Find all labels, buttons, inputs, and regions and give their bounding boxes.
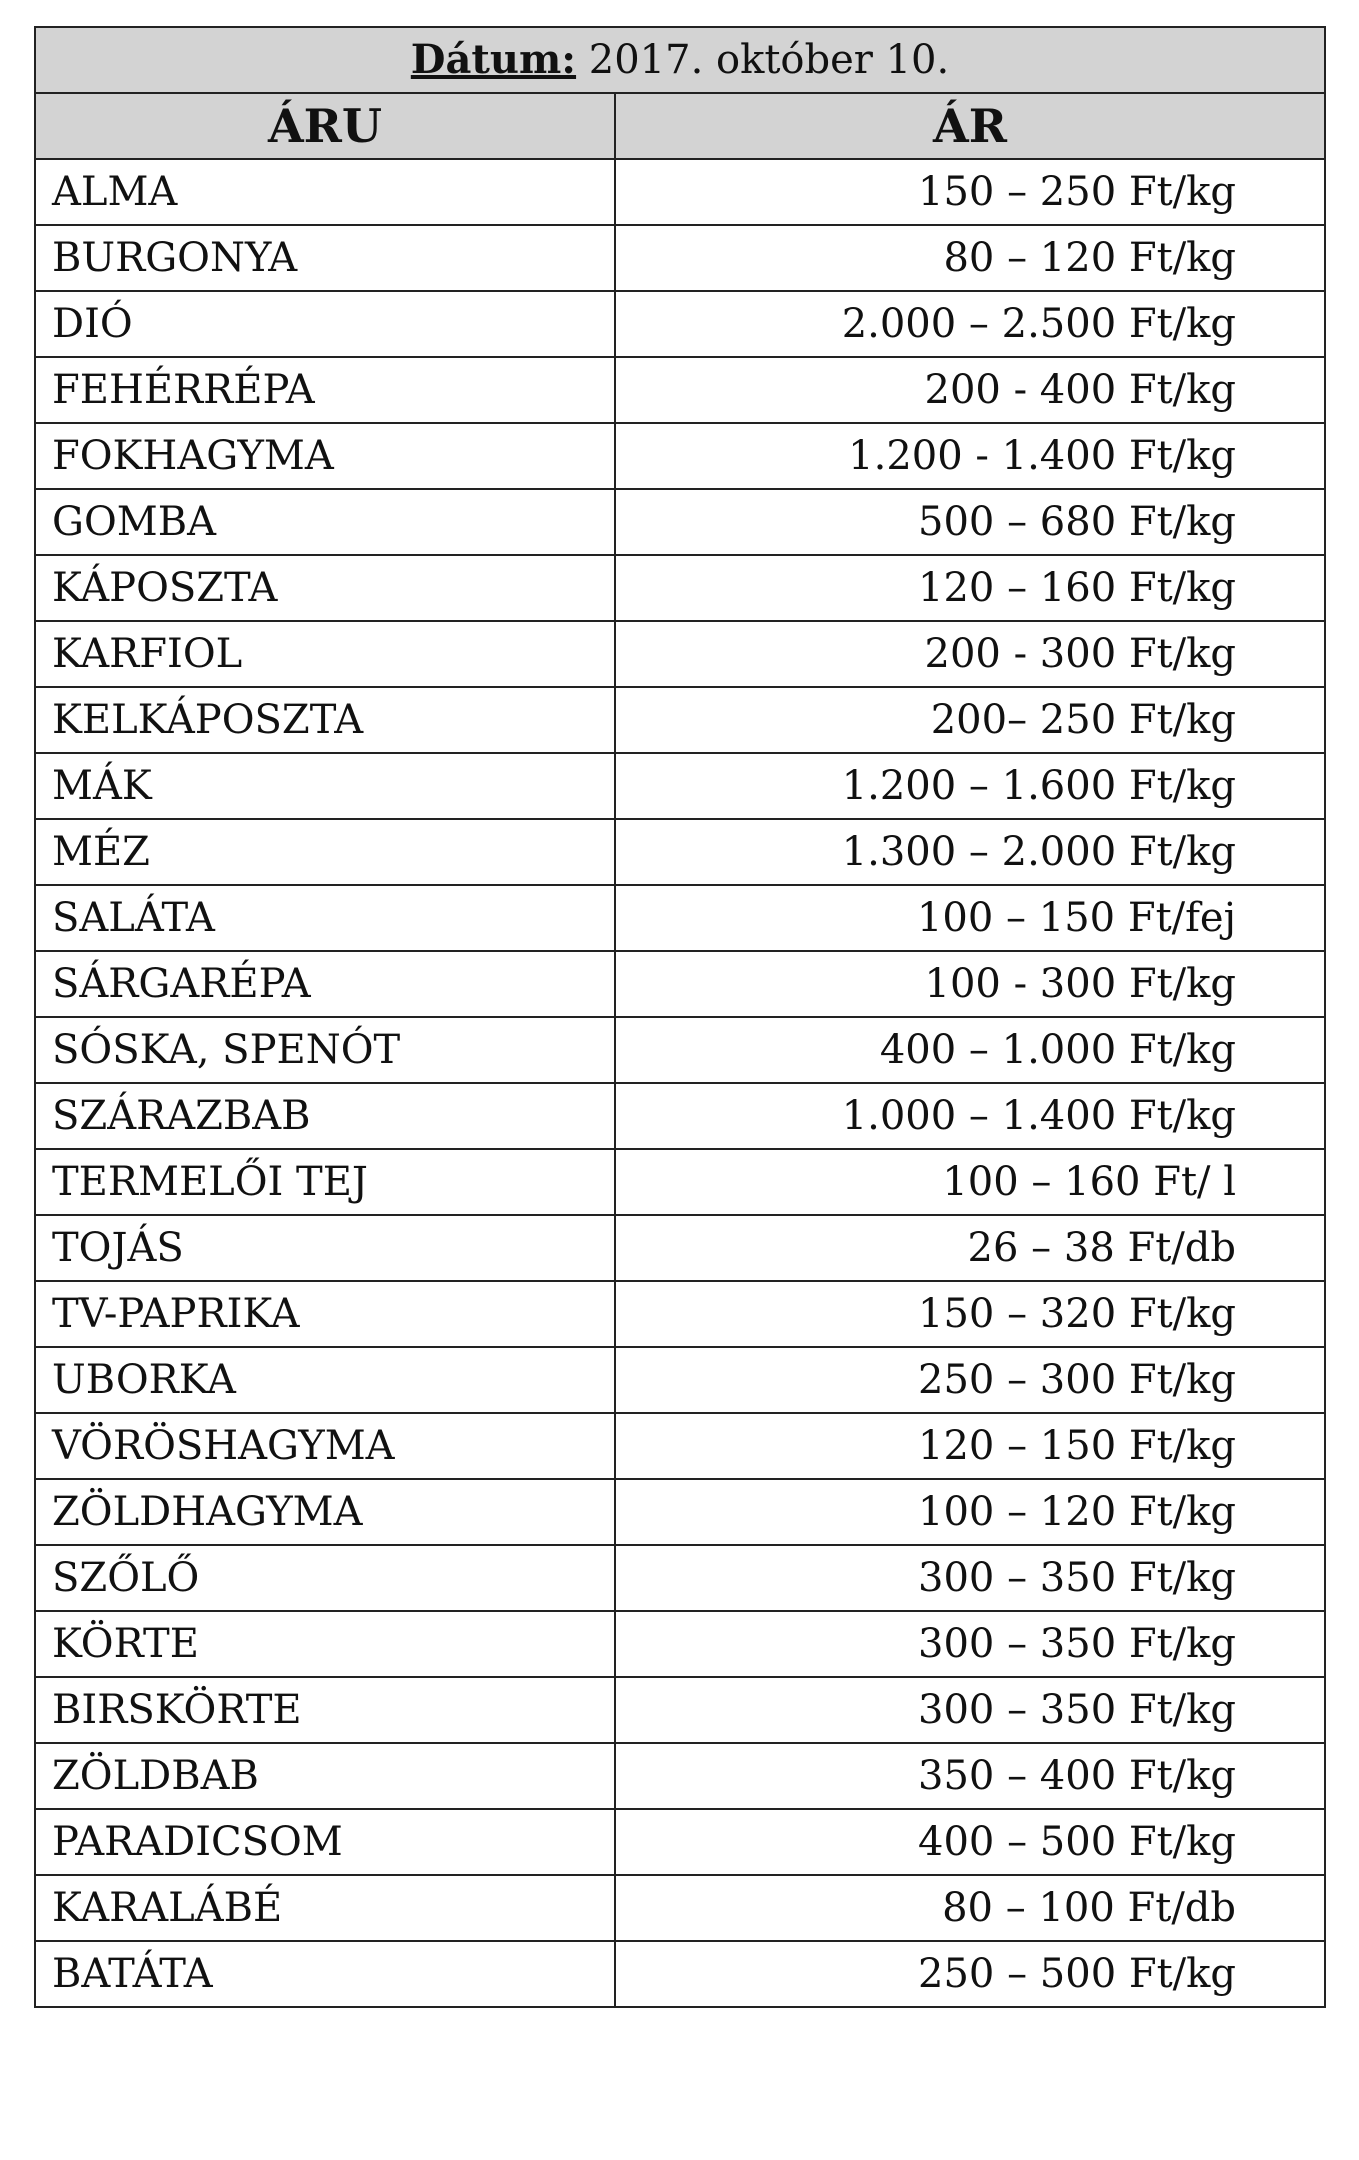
table-row [35, 885, 1325, 951]
date-cell [35, 27, 1325, 93]
item-price: 80 – 120 Ft/kg [615, 225, 1325, 291]
table-row [35, 159, 1325, 225]
column-header-row [35, 93, 1325, 159]
table-row [35, 1347, 1325, 1413]
item-name: KELKÁPOSZTA [35, 687, 615, 753]
column-header-price: ÁR [615, 93, 1325, 159]
table-row [35, 1215, 1325, 1281]
item-price: 100 - 300 Ft/kg [615, 951, 1325, 1017]
price-rows [35, 159, 1325, 2007]
table-row [35, 1479, 1325, 1545]
item-name: TV-PAPRIKA [35, 1281, 615, 1347]
item-name: SALÁTA [35, 885, 615, 951]
table-row [35, 423, 1325, 489]
table-row [35, 1281, 1325, 1347]
item-price: 200 - 400 Ft/kg [615, 357, 1325, 423]
item-name: SÁRGARÉPA [35, 951, 615, 1017]
date-label: Dátum: [410, 36, 577, 83]
item-name: ALMA [35, 159, 615, 225]
item-price: 300 – 350 Ft/kg [615, 1611, 1325, 1677]
item-name: FOKHAGYMA [35, 423, 615, 489]
item-price: 100 – 150 Ft/fej [615, 885, 1325, 951]
item-price: 1.200 - 1.400 Ft/kg [615, 423, 1325, 489]
item-name: GOMBA [35, 489, 615, 555]
table-row [35, 555, 1325, 621]
item-name: TOJÁS [35, 1215, 615, 1281]
item-name: KARALÁBÉ [35, 1875, 615, 1941]
item-name: MÁK [35, 753, 615, 819]
item-name: KÖRTE [35, 1611, 615, 1677]
item-price: 1.200 – 1.600 Ft/kg [615, 753, 1325, 819]
table-row [35, 687, 1325, 753]
item-name: PARADICSOM [35, 1809, 615, 1875]
item-name: BATÁTA [35, 1941, 615, 2007]
item-price: 300 – 350 Ft/kg [615, 1677, 1325, 1743]
table-row [35, 1677, 1325, 1743]
table-row [35, 621, 1325, 687]
item-name: BIRSKÖRTE [35, 1677, 615, 1743]
table-row [35, 1149, 1325, 1215]
table-row [35, 1743, 1325, 1809]
item-name: MÉZ [35, 819, 615, 885]
table-row [35, 951, 1325, 1017]
item-name: FEHÉRRÉPA [35, 357, 615, 423]
table-row [35, 357, 1325, 423]
table-row [35, 1941, 1325, 2007]
table-row [35, 1545, 1325, 1611]
item-name: SÓSKA, SPENÓT [35, 1017, 615, 1083]
table-row [35, 1809, 1325, 1875]
item-price: 120 – 160 Ft/kg [615, 555, 1325, 621]
column-header-item: ÁRU [35, 93, 615, 159]
table-row [35, 1611, 1325, 1677]
item-price: 150 – 320 Ft/kg [615, 1281, 1325, 1347]
item-price: 200– 250 Ft/kg [615, 687, 1325, 753]
item-price: 1.300 – 2.000 Ft/kg [615, 819, 1325, 885]
item-price: 80 – 100 Ft/db [615, 1875, 1325, 1941]
table-row [35, 291, 1325, 357]
item-name: DIÓ [35, 291, 615, 357]
item-price: 120 – 150 Ft/kg [615, 1413, 1325, 1479]
item-price: 400 – 1.000 Ft/kg [615, 1017, 1325, 1083]
item-name: UBORKA [35, 1347, 615, 1413]
item-price: 100 – 160 Ft/ l [615, 1149, 1325, 1215]
item-name: SZÁRAZBAB [35, 1083, 615, 1149]
item-name: VÖRÖSHAGYMA [35, 1413, 615, 1479]
item-name: TERMELŐI TEJ [35, 1149, 615, 1215]
table-row [35, 1875, 1325, 1941]
item-name: BURGONYA [35, 225, 615, 291]
table-row [35, 489, 1325, 555]
item-price: 400 – 500 Ft/kg [615, 1809, 1325, 1875]
item-price: 2.000 – 2.500 Ft/kg [615, 291, 1325, 357]
date-row [35, 27, 1325, 93]
table-row [35, 1017, 1325, 1083]
table-row [35, 1413, 1325, 1479]
table-row [35, 753, 1325, 819]
item-price: 200 - 300 Ft/kg [615, 621, 1325, 687]
item-name: ZÖLDBAB [35, 1743, 615, 1809]
date-value: 2017. október 10. [588, 37, 950, 83]
table-row [35, 1083, 1325, 1149]
item-price: 500 – 680 Ft/kg [615, 489, 1325, 555]
item-price: 150 – 250 Ft/kg [615, 159, 1325, 225]
item-price: 100 – 120 Ft/kg [615, 1479, 1325, 1545]
item-name: SZŐLŐ [35, 1545, 615, 1611]
item-name: KÁPOSZTA [35, 555, 615, 621]
price-table [34, 26, 1326, 2008]
table-row [35, 819, 1325, 885]
item-name: KARFIOL [35, 621, 615, 687]
item-name: ZÖLDHAGYMA [35, 1479, 615, 1545]
item-price: 1.000 – 1.400 Ft/kg [615, 1083, 1325, 1149]
item-price: 26 – 38 Ft/db [615, 1215, 1325, 1281]
item-price: 250 – 300 Ft/kg [615, 1347, 1325, 1413]
item-price: 250 – 500 Ft/kg [615, 1941, 1325, 2007]
item-price: 300 – 350 Ft/kg [615, 1545, 1325, 1611]
item-price: 350 – 400 Ft/kg [615, 1743, 1325, 1809]
table-row [35, 225, 1325, 291]
